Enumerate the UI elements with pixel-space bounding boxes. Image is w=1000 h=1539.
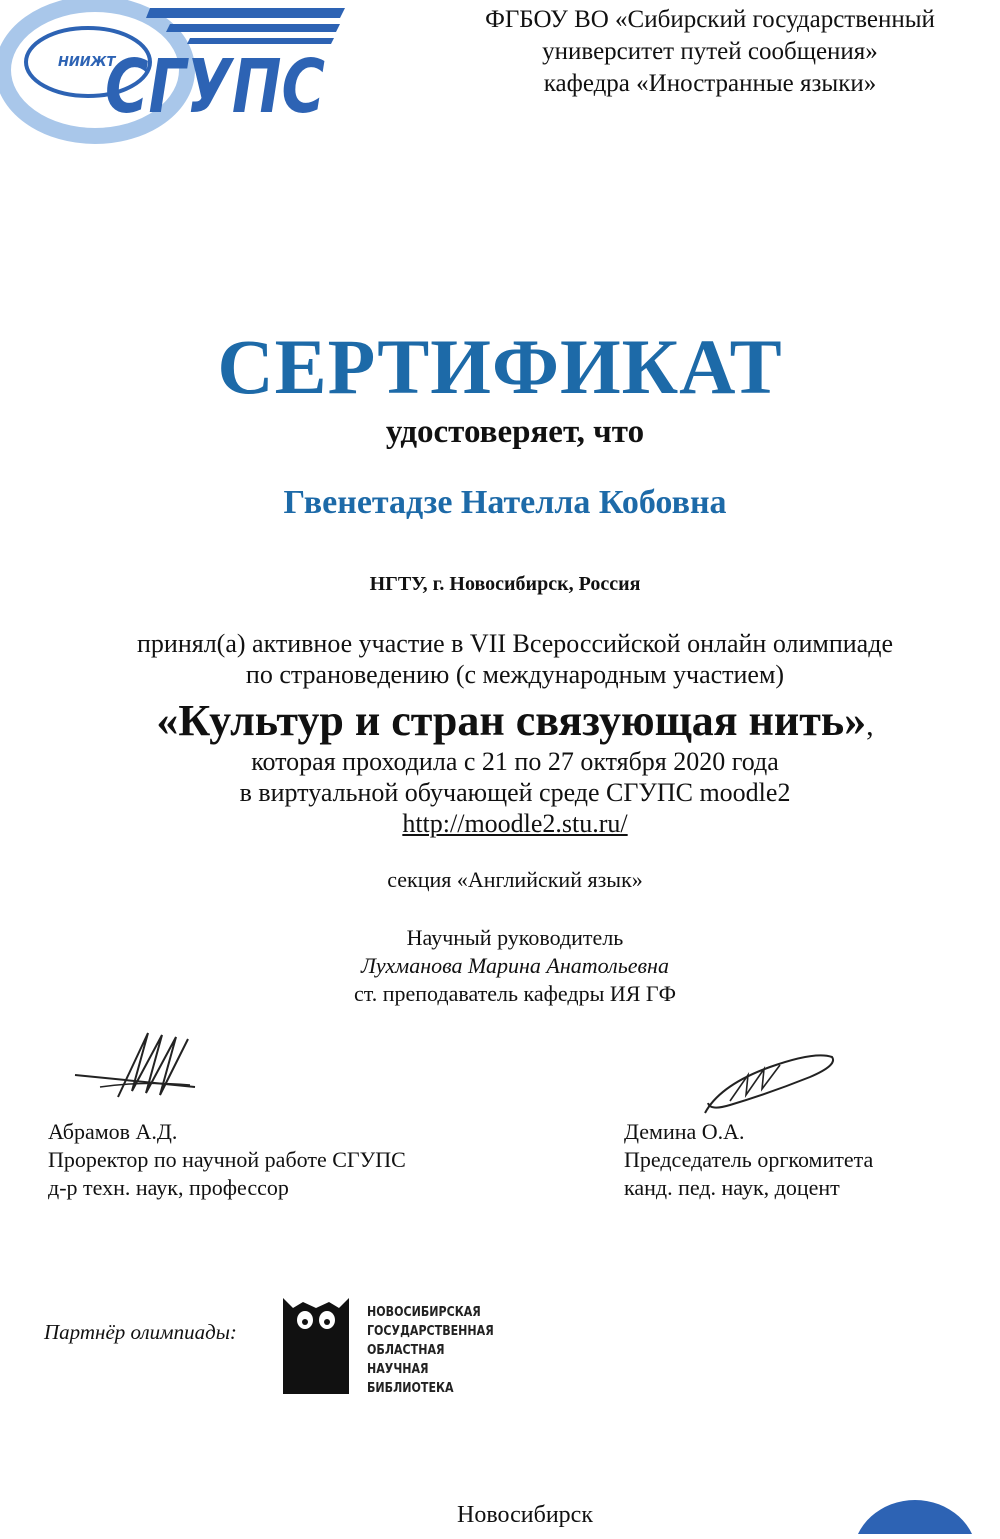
library-owl-logo xyxy=(283,1294,349,1394)
certifies-text: удостоверяет, что xyxy=(385,414,645,450)
olympiad-title-block xyxy=(0,695,1000,752)
detail-line: в виртуальной обучающей среде СГУПС moodle2 xyxy=(239,778,791,807)
org-line: ФГБОУ ВО «Сибирский государственный xyxy=(485,6,935,33)
signer-position: Проректор по научной работе СГУПС xyxy=(48,1147,406,1172)
signer-name: Абрамов А.Д. xyxy=(48,1119,178,1144)
participation-line: по страноведению (с международным участием) xyxy=(245,660,785,689)
logo-big-text: СГУПС xyxy=(105,44,325,130)
signer-right xyxy=(624,1118,873,1202)
recipient-affiliation: НГТУ, г. Новосибирск, Россия xyxy=(369,573,641,595)
supervisor-position: ст. преподаватель кафедры ИЯ ГФ xyxy=(353,981,677,1006)
library-name-line: НАУЧНАЯ xyxy=(367,1362,429,1377)
organization-header xyxy=(420,4,1000,100)
olympiad-title: «Культур и стран связующая нить» xyxy=(156,696,867,745)
sgups-logo xyxy=(0,0,360,150)
supervisor-block xyxy=(0,924,1000,1008)
library-name-line: ОБЛАСТНАЯ xyxy=(367,1343,445,1358)
participation-text xyxy=(0,628,1000,690)
supervisor-name: Лухманова Марина Анатольевна xyxy=(361,953,669,978)
detail-line: которая проходила с 21 по 27 октября 2020 года xyxy=(251,747,779,776)
signature-right xyxy=(690,1045,840,1120)
partner-label: Партнёр олимпиады: xyxy=(44,1320,237,1344)
section-name: секция «Английский язык» xyxy=(387,867,643,892)
moodle-link[interactable]: http://moodle2.stu.ru/ xyxy=(402,809,628,838)
olympiad-details xyxy=(0,746,1000,839)
seal-fragment xyxy=(850,1494,980,1534)
signer-left xyxy=(48,1118,406,1202)
library-name-line: НОВОСИБИРСКАЯ xyxy=(367,1305,481,1320)
org-line: университет путей сообщения» xyxy=(542,38,878,65)
signature-left xyxy=(70,1025,210,1105)
library-name-line: ГОСУДАРСТВЕННАЯ xyxy=(367,1324,494,1339)
sgups-logo-graphic xyxy=(0,0,360,150)
library-name-line: БИБЛИОТЕКА xyxy=(367,1381,454,1396)
org-line: кафедра «Иностранные языки» xyxy=(543,70,877,97)
olympiad-title-comma: , xyxy=(866,709,874,742)
city-footer: Новосибирск xyxy=(457,1502,593,1528)
certificate-title: СЕРТИФИКАТ xyxy=(217,323,783,410)
signer-name: Демина О.А. xyxy=(624,1119,745,1144)
logo-small-text: НИИЖТ xyxy=(58,55,116,70)
signer-position: Председатель оргкомитета xyxy=(624,1147,874,1172)
library-name xyxy=(367,1303,494,1398)
supervisor-label: Научный руководитель xyxy=(406,925,624,950)
signer-degree: канд. пед. наук, доцент xyxy=(624,1175,840,1200)
participation-line: принял(а) активное участие в VII Всероссийской онлайн олимпиаде xyxy=(137,629,893,658)
recipient-name: Гвенетадзе Нателла Кобовна xyxy=(283,484,727,521)
signer-degree: д-р техн. наук, профессор xyxy=(48,1175,289,1200)
